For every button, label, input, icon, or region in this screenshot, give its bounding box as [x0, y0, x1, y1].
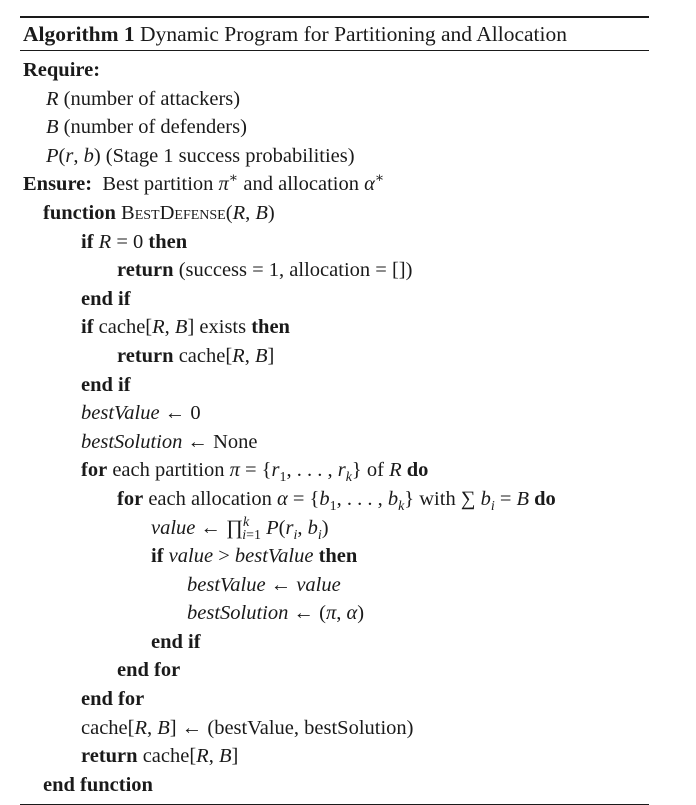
line-value-product: value ← ∏$^k_{i=1}$ $P(r_i$, $b_i$) — [151, 514, 329, 543]
ensure-text: Best partition π∗ and allocation α∗ — [102, 171, 385, 196]
line-end-if-1: end if — [81, 287, 131, 310]
line-end-for-inner: end for — [117, 659, 181, 682]
line-function: function BestDefense(R, B) — [43, 201, 275, 224]
line-return-base: return (success = 1, allocation = []) — [117, 259, 413, 282]
input-b: B (number of defenders) — [46, 116, 247, 139]
line-update-solution: bestSolution ← (π, α) — [187, 602, 365, 625]
line-best-value-init: bestValue ← 0 — [81, 402, 201, 425]
line-end-function: end function — [43, 773, 153, 796]
line-for-allocation: for each allocation $\alpha = \{b_1$, . . . , $b_k$} with ∑ $b_i = B$ do — [117, 487, 556, 514]
line-for-partition: for each partition $\pi = \{r_1$, . . . , $r_k$} of R do — [81, 459, 429, 486]
line-cache-store: cache[R, B] ← (bestValue, bestSolution) — [81, 716, 414, 739]
require-keyword: Require: — [23, 59, 101, 81]
require-line — [20, 56, 649, 85]
ensure-line — [20, 170, 649, 199]
line-if-cache: if cache[R, B] exists then — [81, 316, 290, 339]
ensure-keyword: Ensure: — [23, 173, 93, 196]
line-end-if-3: end if — [151, 630, 201, 653]
line-best-solution-init: bestSolution ← None — [81, 430, 258, 453]
line-end-for-outer: end for — [81, 688, 145, 711]
line-end-if-2: end if — [81, 373, 131, 396]
line-update-value: bestValue ← value — [187, 573, 341, 596]
algorithm-block — [20, 16, 649, 805]
input-r: R (number of attackers) — [46, 87, 241, 110]
line-if-better: if value > bestValue then — [151, 545, 358, 568]
input-p: P(r, b) (Stage 1 success probabilities) — [46, 144, 355, 167]
algorithm-label: Algorithm 1 — [23, 22, 135, 46]
algorithm-body — [20, 51, 649, 804]
line-return-cache-2: return cache[R, B] — [81, 745, 239, 768]
algorithm-caption — [20, 18, 649, 50]
line-if-r-zero: if R = 0 then — [81, 230, 188, 253]
line-return-cache-1: return cache[R, B] — [117, 344, 275, 367]
algorithm-title: Dynamic Program for Partitioning and Allocation — [140, 22, 567, 46]
